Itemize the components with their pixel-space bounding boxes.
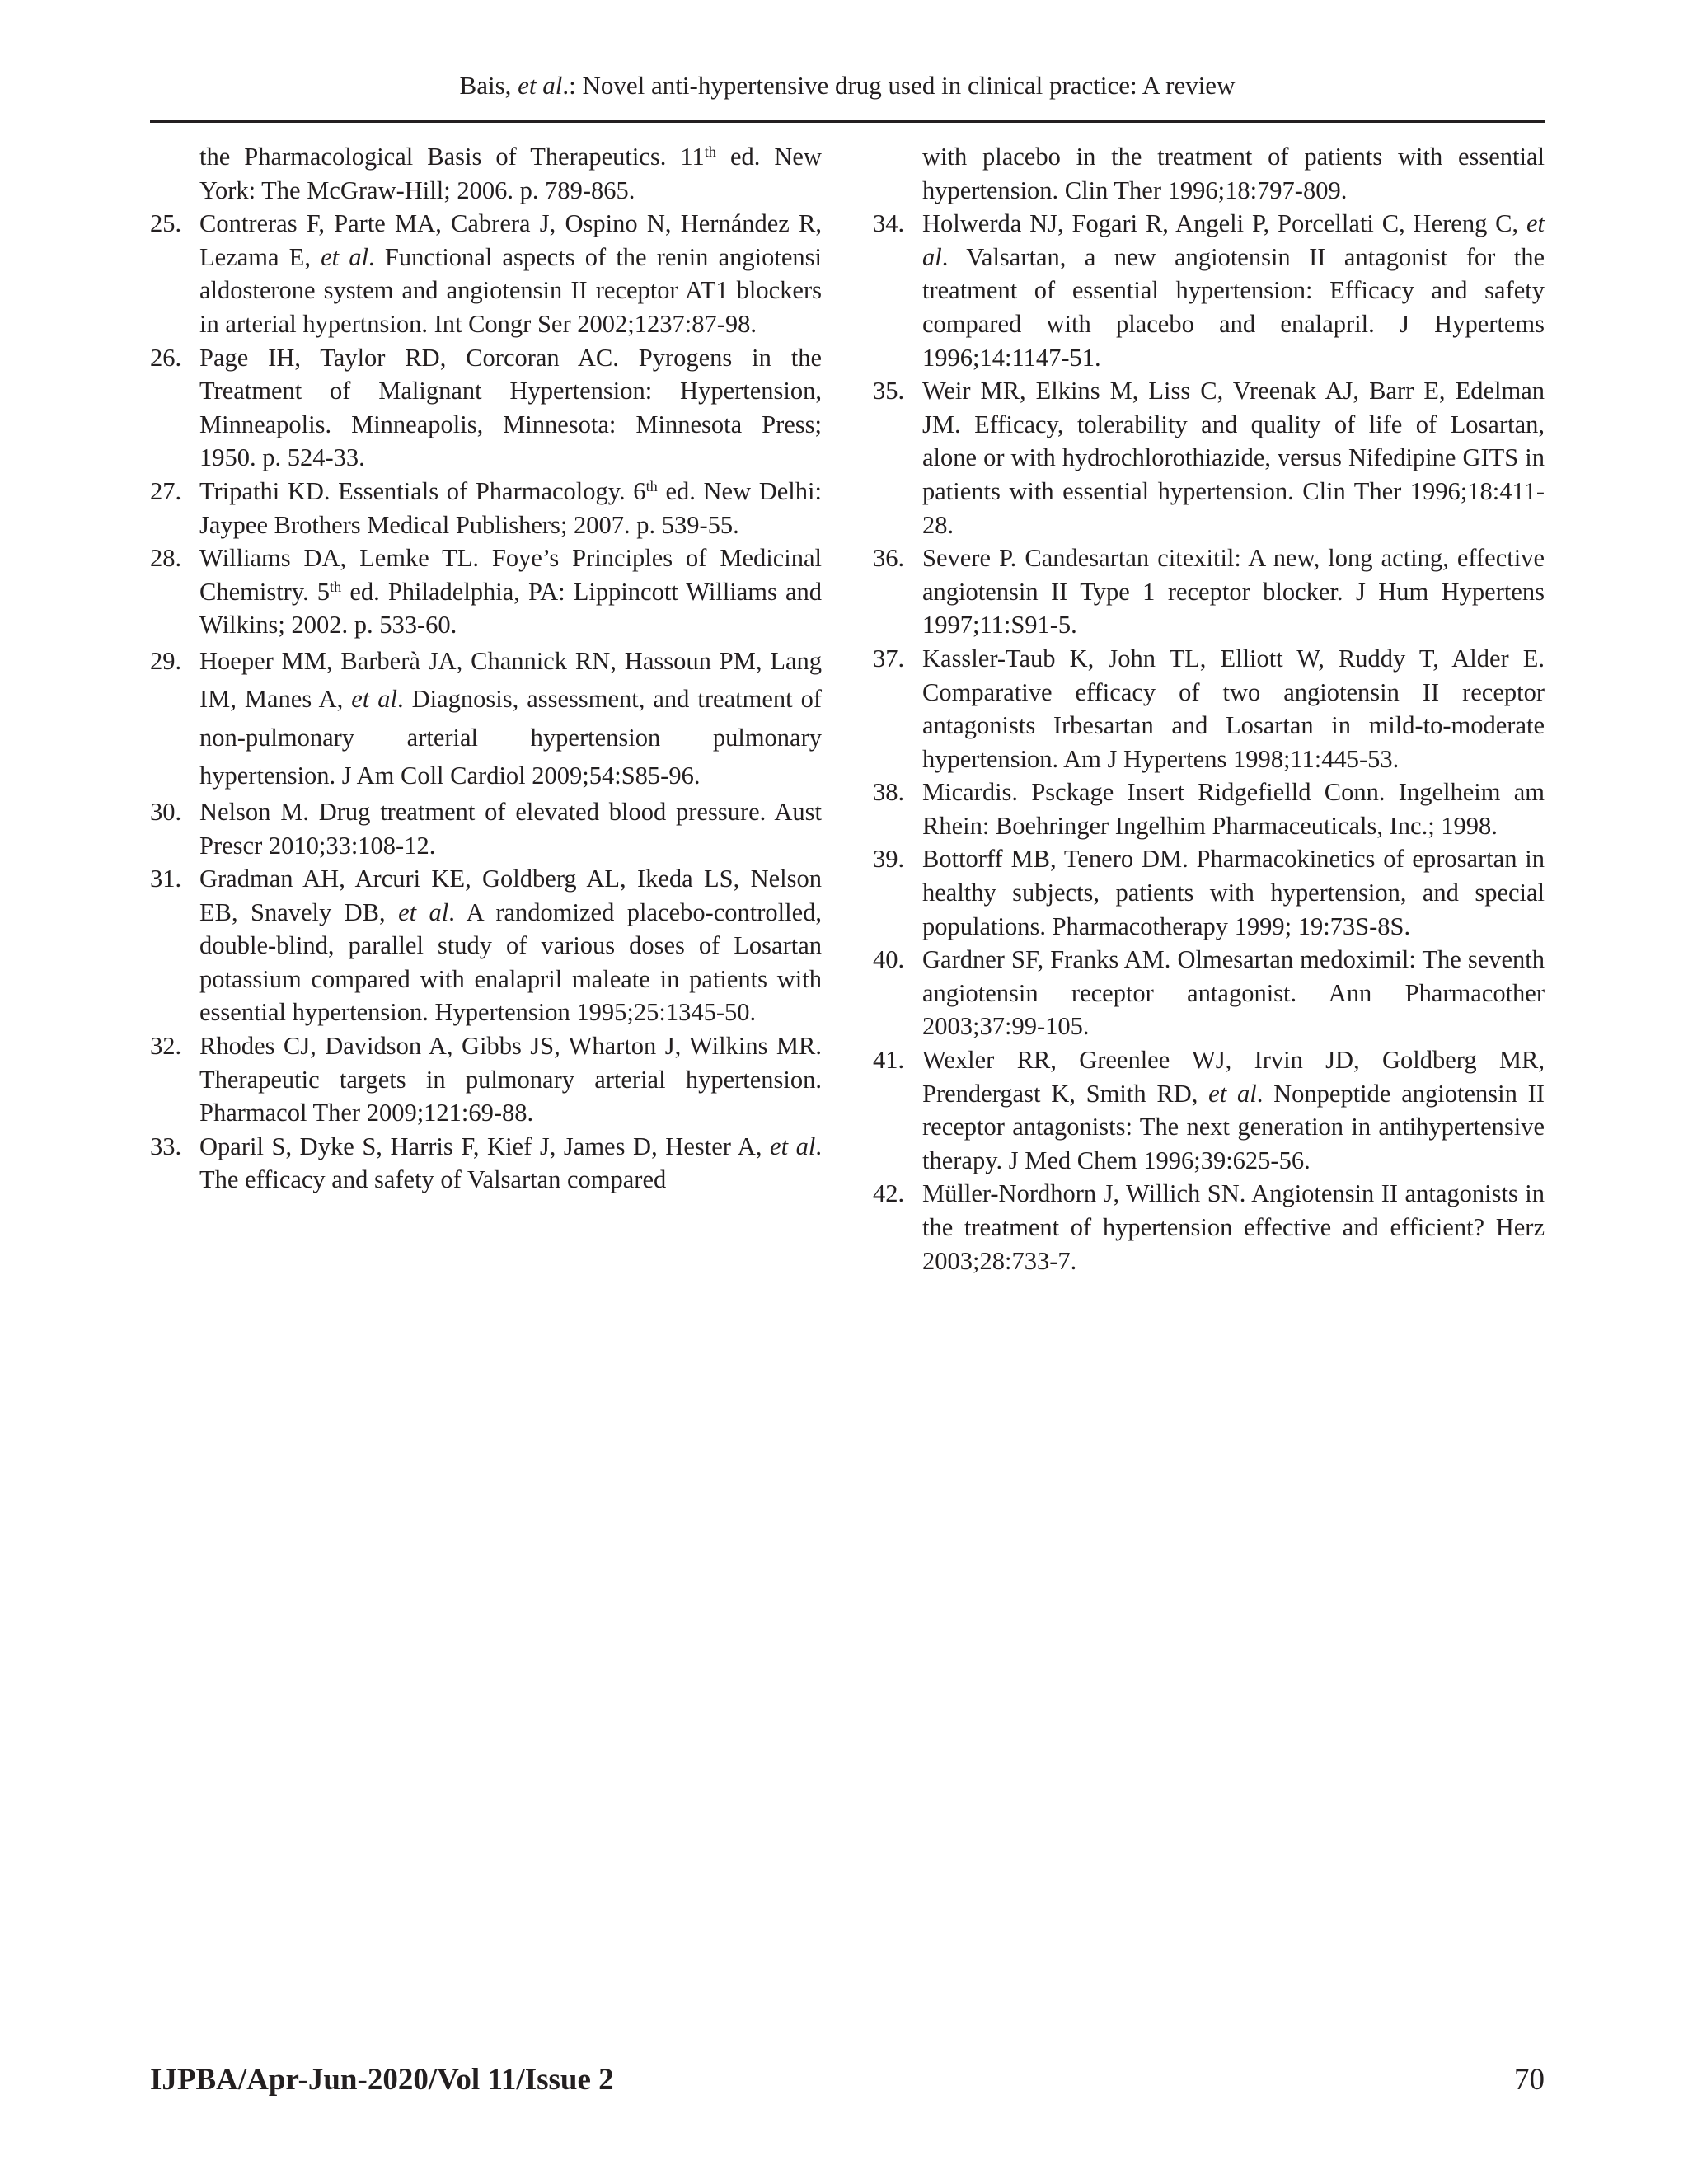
reference-text: Gardner SF, Franks AM. Olmesartan medoximil: The seventh angiotensin receptor antagonist. Ann Pharmacother 2003;37:99-105.	[922, 945, 1545, 1041]
reference-et-al: et al	[770, 1132, 816, 1160]
running-title-authors: Bais,	[459, 71, 518, 100]
page-number: 70	[1514, 2063, 1545, 2097]
header-rule	[150, 120, 1545, 123]
reference-text: . Diagnosis, assessment, and treatment of non-pulmonary arterial hypertension pulmonary hypertension. J Am Coll Cardiol 2009;54:S85-96.	[199, 685, 822, 790]
running-header	[150, 69, 1545, 102]
reference-text: Rhodes CJ, Davidson A, Gibbs JS, Wharton J, Wilkins MR. Therapeutic targets in pulmonary arterial hypertension. Pharmacol Ther 2009;121:69-88.	[199, 1032, 822, 1127]
running-title-text: .: Novel anti-hypertensive drug used in clinical practice: A review	[562, 71, 1236, 100]
reference-text: . Functional aspects of the renin angiotensi aldosterone system and angiotensin II receptor AT1 blockers in arterial hypertnsion. Int Congr Ser 2002;1237:87-98.	[199, 242, 822, 338]
reference-number: 40.	[873, 945, 905, 974]
reference-text: Oparil S, Dyke S, Harris F, Kief J, James D, Hester A,	[199, 1132, 771, 1160]
reference-item	[150, 475, 822, 541]
reference-et-al: et al	[922, 209, 1545, 271]
reference-text: . Valsartan, a new angiotensin II antagonist for the treatment of essential hypertension: Efficacy and safety compared with placebo and enalapril. J Hypertems 1996;14:1147-51.	[922, 242, 1545, 372]
reference-column-right	[873, 140, 1545, 1277]
reference-number: 39.	[873, 845, 905, 874]
reference-number: 41.	[873, 1046, 905, 1075]
reference-text: ed. Philadelphia, PA: Lippincott Williams and Wilkins; 2002. p. 533-60.	[199, 577, 822, 640]
reference-text: Micardis. Psckage Insert Ridgefielld Conn. Ingelheim am Rhein: Boehringer Ingelhim Pharmaceuticals, Inc.; 1998.	[922, 778, 1545, 840]
reference-superscript: th	[704, 143, 716, 160]
reference-item	[150, 642, 822, 795]
reference-text: Hoeper MM, Barberà JA, Channick RN, Hassoun PM, Lang IM, Manes A,	[199, 646, 822, 714]
reference-number: 25.	[150, 209, 182, 238]
reference-text: Weir MR, Elkins M, Liss C, Vreenak AJ, Barr E, Edelman JM. Efficacy, tolerability and quality of life of Losartan, alone or with hydrochlorothiazide, versus Nifedipine GITS in patients with essential hypertension. Clin Ther 1996;18:411-28.	[922, 377, 1545, 539]
reference-number: 37.	[873, 644, 905, 673]
footer-journal-info: IJPBA/Apr-Jun-2020/Vol 11/Issue 2	[150, 2063, 614, 2097]
reference-number: 36.	[873, 544, 905, 573]
reference-number: 33.	[150, 1132, 182, 1160]
reference-text: Müller-Nordhorn J, Willich SN. Angiotensin II antagonists in the treatment of hypertension effective and efficient? Herz 2003;28:733-7.	[922, 1179, 1545, 1275]
reference-text: Holwerda NJ, Fogari R, Angeli P, Porcellati C, Hereng C,	[922, 209, 1526, 238]
reference-text: Page IH, Taylor RD, Corcoran AC. Pyrogens in the Treatment of Malignant Hypertension: Hypertension, Minneapolis. Minneapolis, Minnesota: Minnesota Press; 1950. p. 524-33.	[199, 343, 822, 472]
reference-item	[873, 207, 1545, 374]
reference-text: Williams DA, Lemke TL. Foye’s Principles of Medicinal Chemistry. 5	[199, 544, 822, 606]
reference-item	[150, 795, 822, 862]
reference-text: Gradman AH, Arcuri KE, Goldberg AL, Ikeda LS, Nelson EB, Snavely DB,	[199, 865, 822, 926]
reference-text: ed. New York: The McGraw-Hill; 2006. p. 789-865.	[199, 143, 822, 204]
reference-number: 28.	[150, 544, 182, 573]
reference-text: . A randomized placebo-controlled, double-blind, parallel study of various doses of Losartan potassium compared with enalapril maleate in patients with essential hypertension. Hypertension 1995;25:1345-50.	[199, 898, 822, 1027]
reference-text: the Pharmacological Basis of Therapeutics. 11	[199, 143, 705, 171]
reference-item	[873, 776, 1545, 842]
reference-item	[150, 341, 822, 475]
reference-number: 35.	[873, 377, 905, 405]
reference-text: Contreras F, Parte MA, Cabrera J, Ospino N, Hernández R, Lezama E,	[199, 209, 822, 271]
reference-number: 38.	[873, 778, 905, 807]
reference-item	[873, 943, 1545, 1043]
reference-item	[873, 541, 1545, 642]
reference-text: Nelson M. Drug treatment of elevated blood pressure. Aust Prescr 2010;33:108-12.	[199, 797, 822, 860]
reference-text: Wexler RR, Greenlee WJ, Irvin JD, Goldberg MR, Prendergast K, Smith RD,	[922, 1046, 1545, 1108]
reference-item	[150, 140, 822, 207]
reference-item	[873, 1177, 1545, 1277]
reference-text: Kassler-Taub K, John TL, Elliott W, Ruddy T, Alder E. Comparative efficacy of two angiotensin II receptor antagonists Irbesartan and Losartan in mild-to-moderate hypertension. Am J Hypertens 1998;11:445-53.	[922, 644, 1545, 773]
reference-number: 34.	[873, 209, 905, 238]
reference-text: Bottorff MB, Tenero DM. Pharmacokinetics of eprosartan in healthy subjects, patients with hypertension, and special populations. Pharmacotherapy 1999; 19:73S-8S.	[922, 845, 1545, 940]
reference-item	[150, 1029, 822, 1130]
reference-item	[150, 541, 822, 642]
reference-number: 26.	[150, 343, 182, 372]
reference-et-al: et al	[1208, 1079, 1257, 1108]
reference-et-al: et al	[398, 898, 449, 926]
reference-number: 42.	[873, 1179, 905, 1208]
reference-text: . The efficacy and safety of Valsartan compared	[199, 1132, 822, 1194]
reference-text: ed. New Delhi: Jaypee Brothers Medical Publishers; 2007. p. 539-55.	[199, 476, 822, 539]
running-title-et-al: et al	[518, 71, 563, 100]
reference-number: 30.	[150, 797, 182, 826]
reference-item	[873, 1043, 1545, 1177]
reference-item	[873, 140, 1545, 207]
reference-item	[150, 1130, 822, 1197]
reference-item	[873, 642, 1545, 776]
reference-text: Tripathi KD. Essentials of Pharmacology. 6	[199, 476, 646, 505]
reference-superscript: th	[330, 578, 342, 595]
reference-superscript: th	[645, 477, 658, 494]
reference-item	[150, 207, 822, 340]
reference-column-left	[150, 140, 822, 1197]
reference-number: 27.	[150, 476, 182, 505]
reference-item	[873, 374, 1545, 541]
reference-et-al: et al	[351, 685, 397, 714]
reference-text: . Nonpeptide angiotensin II receptor antagonists: The next generation in antihypertensive therapy. J Med Chem 1996;39:625-56.	[922, 1079, 1545, 1174]
reference-item	[150, 862, 822, 1029]
reference-text: with placebo in the treatment of patients with essential hypertension. Clin Ther 1996;18:797-809.	[922, 143, 1545, 204]
reference-item	[873, 842, 1545, 943]
reference-number: 31.	[150, 865, 182, 893]
reference-number: 29.	[150, 646, 182, 675]
reference-number: 32.	[150, 1032, 182, 1061]
reference-et-al: et al	[321, 242, 369, 271]
reference-text: Severe P. Candesartan citexitil: A new, long acting, effective angiotensin II Type 1 receptor blocker. J Hum Hypertens 1997;11:S91-5.	[922, 544, 1545, 640]
